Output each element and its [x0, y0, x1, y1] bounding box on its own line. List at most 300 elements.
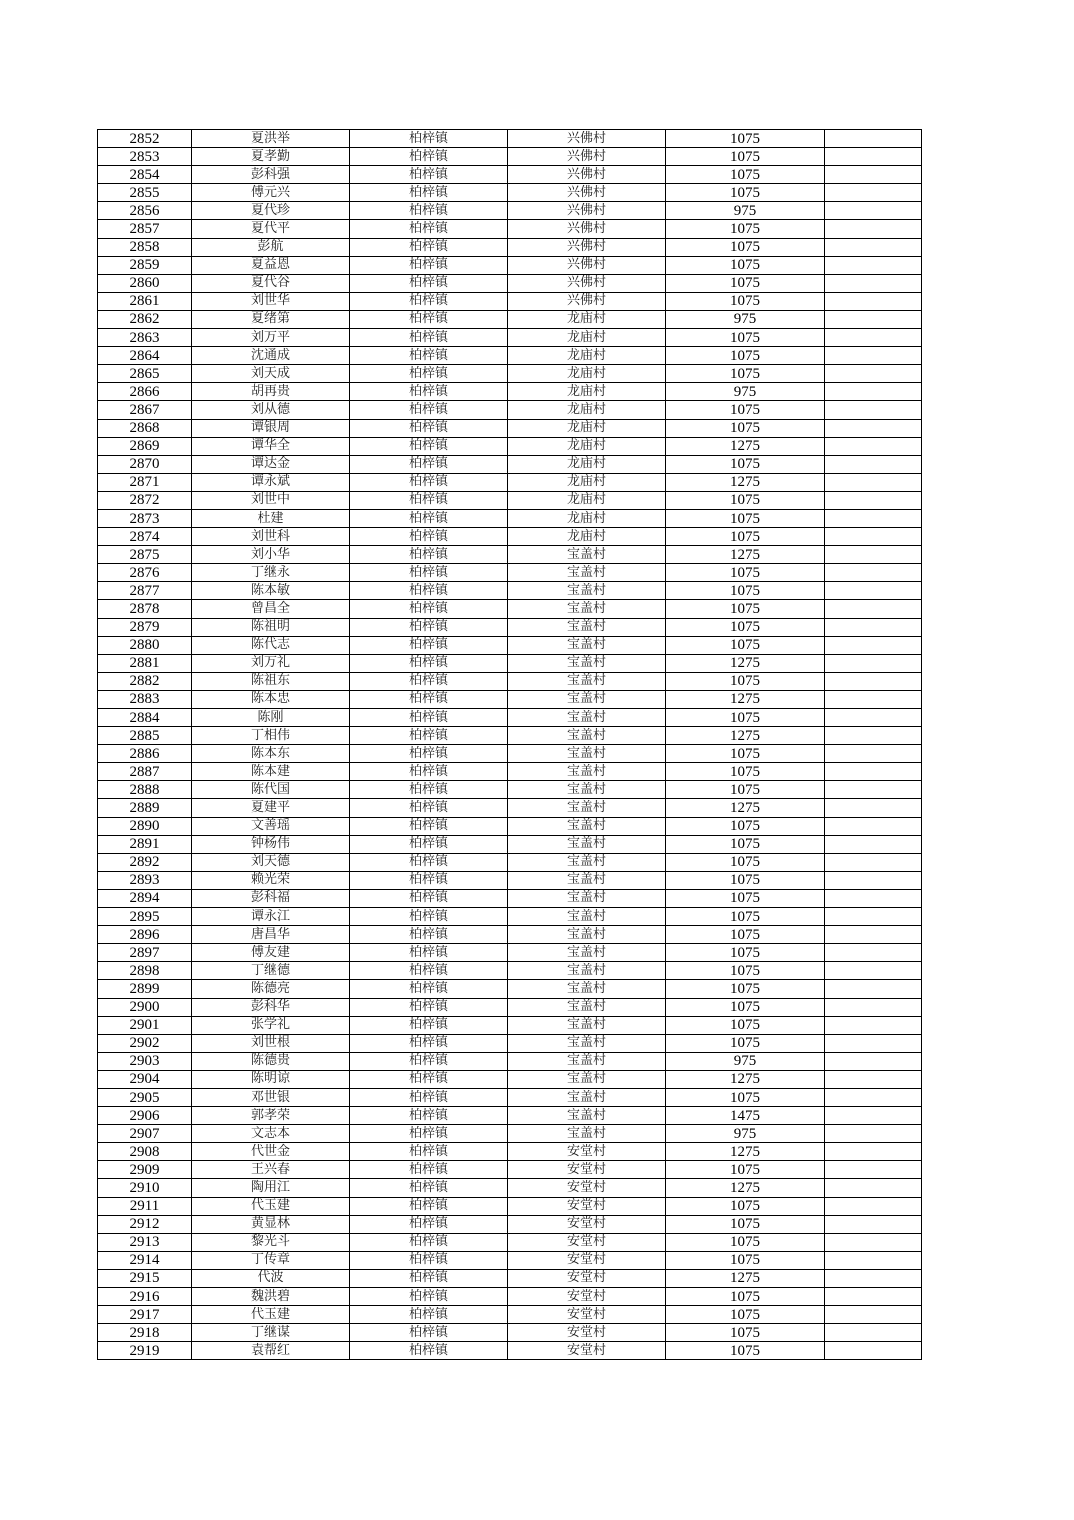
row-number-cell: 2899	[98, 980, 192, 998]
amount-cell: 975	[666, 310, 825, 328]
table-row	[98, 1125, 922, 1143]
table-row	[98, 980, 922, 998]
table-row	[98, 962, 922, 980]
name-cell: 丁继德	[192, 962, 350, 980]
village-cell: 宝盖村	[508, 962, 666, 980]
amount-cell: 1075	[666, 491, 825, 509]
table-body	[98, 130, 922, 1360]
name-cell: 彭科华	[192, 998, 350, 1016]
town-cell: 柏梓镇	[350, 781, 508, 799]
amount-cell: 1475	[666, 1107, 825, 1125]
remark-cell	[825, 1306, 922, 1324]
name-cell: 钟杨伟	[192, 835, 350, 853]
row-number-cell: 2893	[98, 871, 192, 889]
village-cell: 安堂村	[508, 1179, 666, 1197]
row-number-cell: 2912	[98, 1215, 192, 1233]
table-row	[98, 618, 922, 636]
town-cell: 柏梓镇	[350, 292, 508, 310]
village-cell: 宝盖村	[508, 980, 666, 998]
town-cell: 柏梓镇	[350, 1070, 508, 1088]
amount-cell: 1075	[666, 220, 825, 238]
village-cell: 龙庙村	[508, 383, 666, 401]
village-cell: 宝盖村	[508, 1034, 666, 1052]
amount-cell: 1075	[666, 871, 825, 889]
name-cell: 王兴春	[192, 1161, 350, 1179]
town-cell: 柏梓镇	[350, 202, 508, 220]
village-cell: 兴佛村	[508, 130, 666, 148]
table-row	[98, 853, 922, 871]
table-row	[98, 1288, 922, 1306]
row-number-cell: 2879	[98, 618, 192, 636]
row-number-cell: 2881	[98, 654, 192, 672]
amount-cell: 1275	[666, 727, 825, 745]
amount-cell: 975	[666, 1125, 825, 1143]
table-row	[98, 383, 922, 401]
table-row	[98, 600, 922, 618]
village-cell: 宝盖村	[508, 926, 666, 944]
remark-cell	[825, 709, 922, 727]
village-cell: 宝盖村	[508, 618, 666, 636]
row-number-cell: 2870	[98, 455, 192, 473]
remark-cell	[825, 509, 922, 527]
name-cell: 谭银周	[192, 419, 350, 437]
remark-cell	[825, 401, 922, 419]
table-row	[98, 1143, 922, 1161]
row-number-cell: 2907	[98, 1125, 192, 1143]
amount-cell: 1075	[666, 926, 825, 944]
table-row	[98, 582, 922, 600]
village-cell: 宝盖村	[508, 564, 666, 582]
town-cell: 柏梓镇	[350, 745, 508, 763]
name-cell: 刘世根	[192, 1034, 350, 1052]
remark-cell	[825, 1143, 922, 1161]
table-row	[98, 690, 922, 708]
remark-cell	[825, 256, 922, 274]
village-cell: 龙庙村	[508, 347, 666, 365]
village-cell: 宝盖村	[508, 727, 666, 745]
table-row	[98, 148, 922, 166]
town-cell: 柏梓镇	[350, 310, 508, 328]
village-cell: 宝盖村	[508, 944, 666, 962]
name-cell: 陈本建	[192, 763, 350, 781]
amount-cell: 1075	[666, 401, 825, 419]
remark-cell	[825, 1125, 922, 1143]
remark-cell	[825, 926, 922, 944]
town-cell: 柏梓镇	[350, 130, 508, 148]
name-cell: 曾昌全	[192, 600, 350, 618]
row-number-cell: 2914	[98, 1251, 192, 1269]
remark-cell	[825, 546, 922, 564]
row-number-cell: 2861	[98, 292, 192, 310]
remark-cell	[825, 365, 922, 383]
town-cell: 柏梓镇	[350, 329, 508, 347]
table-row	[98, 1251, 922, 1269]
town-cell: 柏梓镇	[350, 871, 508, 889]
amount-cell: 1275	[666, 1179, 825, 1197]
amount-cell: 1075	[666, 980, 825, 998]
town-cell: 柏梓镇	[350, 365, 508, 383]
row-number-cell: 2874	[98, 528, 192, 546]
town-cell: 柏梓镇	[350, 962, 508, 980]
town-cell: 柏梓镇	[350, 636, 508, 654]
village-cell: 宝盖村	[508, 1016, 666, 1034]
name-cell: 傅元兴	[192, 184, 350, 202]
village-cell: 宝盖村	[508, 672, 666, 690]
town-cell: 柏梓镇	[350, 528, 508, 546]
name-cell: 沈通成	[192, 347, 350, 365]
amount-cell: 1075	[666, 709, 825, 727]
town-cell: 柏梓镇	[350, 1052, 508, 1070]
town-cell: 柏梓镇	[350, 1088, 508, 1106]
row-number-cell: 2878	[98, 600, 192, 618]
village-cell: 龙庙村	[508, 528, 666, 546]
town-cell: 柏梓镇	[350, 1215, 508, 1233]
name-cell: 陈代志	[192, 636, 350, 654]
table-row	[98, 347, 922, 365]
row-number-cell: 2873	[98, 509, 192, 527]
remark-cell	[825, 166, 922, 184]
town-cell: 柏梓镇	[350, 220, 508, 238]
remark-cell	[825, 528, 922, 546]
name-cell: 彭科强	[192, 166, 350, 184]
name-cell: 谭达金	[192, 455, 350, 473]
remark-cell	[825, 908, 922, 926]
remark-cell	[825, 582, 922, 600]
amount-cell: 1075	[666, 835, 825, 853]
amount-cell: 1075	[666, 1342, 825, 1360]
remark-cell	[825, 491, 922, 509]
name-cell: 刘世中	[192, 491, 350, 509]
town-cell: 柏梓镇	[350, 274, 508, 292]
village-cell: 龙庙村	[508, 329, 666, 347]
village-cell: 宝盖村	[508, 546, 666, 564]
town-cell: 柏梓镇	[350, 1342, 508, 1360]
town-cell: 柏梓镇	[350, 908, 508, 926]
town-cell: 柏梓镇	[350, 799, 508, 817]
amount-cell: 1075	[666, 998, 825, 1016]
row-number-cell: 2858	[98, 238, 192, 256]
amount-cell: 1075	[666, 166, 825, 184]
village-cell: 宝盖村	[508, 709, 666, 727]
table-row	[98, 419, 922, 437]
amount-cell: 1275	[666, 437, 825, 455]
table-row	[98, 926, 922, 944]
name-cell: 夏洪举	[192, 130, 350, 148]
remark-cell	[825, 1179, 922, 1197]
town-cell: 柏梓镇	[350, 998, 508, 1016]
town-cell: 柏梓镇	[350, 817, 508, 835]
row-number-cell: 2898	[98, 962, 192, 980]
remark-cell	[825, 1016, 922, 1034]
remark-cell	[825, 455, 922, 473]
name-cell: 刘世科	[192, 528, 350, 546]
village-cell: 兴佛村	[508, 202, 666, 220]
remark-cell	[825, 1269, 922, 1287]
name-cell: 陈本东	[192, 745, 350, 763]
row-number-cell: 2905	[98, 1088, 192, 1106]
remark-cell	[825, 889, 922, 907]
village-cell: 宝盖村	[508, 1052, 666, 1070]
village-cell: 宝盖村	[508, 908, 666, 926]
remark-cell	[825, 1070, 922, 1088]
town-cell: 柏梓镇	[350, 582, 508, 600]
remark-cell	[825, 1107, 922, 1125]
name-cell: 夏代平	[192, 220, 350, 238]
table-row	[98, 1197, 922, 1215]
remark-cell	[825, 727, 922, 745]
town-cell: 柏梓镇	[350, 944, 508, 962]
town-cell: 柏梓镇	[350, 1143, 508, 1161]
town-cell: 柏梓镇	[350, 889, 508, 907]
village-cell: 宝盖村	[508, 1107, 666, 1125]
row-number-cell: 2866	[98, 383, 192, 401]
name-cell: 张学礼	[192, 1016, 350, 1034]
name-cell: 陶用江	[192, 1179, 350, 1197]
table-row	[98, 672, 922, 690]
row-number-cell: 2883	[98, 690, 192, 708]
amount-cell: 1275	[666, 473, 825, 491]
name-cell: 彭航	[192, 238, 350, 256]
remark-cell	[825, 962, 922, 980]
village-cell: 宝盖村	[508, 835, 666, 853]
name-cell: 陈德亮	[192, 980, 350, 998]
village-cell: 宝盖村	[508, 636, 666, 654]
amount-cell: 1075	[666, 618, 825, 636]
table-row	[98, 1179, 922, 1197]
remark-cell	[825, 763, 922, 781]
table-row	[98, 817, 922, 835]
amount-cell: 1075	[666, 419, 825, 437]
name-cell: 夏代珍	[192, 202, 350, 220]
row-number-cell: 2896	[98, 926, 192, 944]
name-cell: 胡再贵	[192, 383, 350, 401]
town-cell: 柏梓镇	[350, 238, 508, 256]
table-row	[98, 654, 922, 672]
row-number-cell: 2854	[98, 166, 192, 184]
remark-cell	[825, 636, 922, 654]
amount-cell: 1075	[666, 889, 825, 907]
table-row	[98, 1052, 922, 1070]
town-cell: 柏梓镇	[350, 1125, 508, 1143]
amount-cell: 975	[666, 1052, 825, 1070]
remark-cell	[825, 238, 922, 256]
town-cell: 柏梓镇	[350, 401, 508, 419]
remark-cell	[825, 292, 922, 310]
remark-cell	[825, 130, 922, 148]
remark-cell	[825, 383, 922, 401]
row-number-cell: 2868	[98, 419, 192, 437]
row-number-cell: 2887	[98, 763, 192, 781]
amount-cell: 1275	[666, 690, 825, 708]
table-row	[98, 166, 922, 184]
village-cell: 宝盖村	[508, 781, 666, 799]
amount-cell: 1075	[666, 944, 825, 962]
row-number-cell: 2903	[98, 1052, 192, 1070]
row-number-cell: 2895	[98, 908, 192, 926]
village-cell: 宝盖村	[508, 799, 666, 817]
name-cell: 刘世华	[192, 292, 350, 310]
town-cell: 柏梓镇	[350, 672, 508, 690]
amount-cell: 1275	[666, 546, 825, 564]
town-cell: 柏梓镇	[350, 763, 508, 781]
village-cell: 安堂村	[508, 1215, 666, 1233]
table-row	[98, 1088, 922, 1106]
remark-cell	[825, 690, 922, 708]
village-cell: 安堂村	[508, 1161, 666, 1179]
table-row	[98, 184, 922, 202]
name-cell: 文志本	[192, 1125, 350, 1143]
remark-cell	[825, 871, 922, 889]
remark-cell	[825, 745, 922, 763]
amount-cell: 1075	[666, 1197, 825, 1215]
table-row	[98, 130, 922, 148]
table-row	[98, 1269, 922, 1287]
town-cell: 柏梓镇	[350, 1288, 508, 1306]
row-number-cell: 2901	[98, 1016, 192, 1034]
amount-cell: 1075	[666, 184, 825, 202]
remark-cell	[825, 980, 922, 998]
name-cell: 代玉建	[192, 1306, 350, 1324]
row-number-cell: 2900	[98, 998, 192, 1016]
remark-cell	[825, 1215, 922, 1233]
row-number-cell: 2872	[98, 491, 192, 509]
town-cell: 柏梓镇	[350, 1161, 508, 1179]
row-number-cell: 2853	[98, 148, 192, 166]
row-number-cell: 2869	[98, 437, 192, 455]
table-row	[98, 1016, 922, 1034]
amount-cell: 1075	[666, 509, 825, 527]
town-cell: 柏梓镇	[350, 835, 508, 853]
row-number-cell: 2876	[98, 564, 192, 582]
amount-cell: 1075	[666, 292, 825, 310]
town-cell: 柏梓镇	[350, 980, 508, 998]
town-cell: 柏梓镇	[350, 654, 508, 672]
row-number-cell: 2919	[98, 1342, 192, 1360]
town-cell: 柏梓镇	[350, 1034, 508, 1052]
table-row	[98, 473, 922, 491]
table-row	[98, 1161, 922, 1179]
row-number-cell: 2911	[98, 1197, 192, 1215]
village-cell: 安堂村	[508, 1306, 666, 1324]
amount-cell: 1075	[666, 582, 825, 600]
name-cell: 陈刚	[192, 709, 350, 727]
table-row	[98, 998, 922, 1016]
amount-cell: 1075	[666, 455, 825, 473]
town-cell: 柏梓镇	[350, 1269, 508, 1287]
amount-cell: 1075	[666, 238, 825, 256]
remark-cell	[825, 1251, 922, 1269]
table-row	[98, 437, 922, 455]
village-cell: 宝盖村	[508, 1125, 666, 1143]
remark-cell	[825, 1052, 922, 1070]
town-cell: 柏梓镇	[350, 1306, 508, 1324]
amount-cell: 1075	[666, 329, 825, 347]
table-row	[98, 274, 922, 292]
table-row	[98, 202, 922, 220]
row-number-cell: 2918	[98, 1324, 192, 1342]
table-row	[98, 763, 922, 781]
table-row	[98, 365, 922, 383]
name-cell: 魏洪碧	[192, 1288, 350, 1306]
table-row	[98, 889, 922, 907]
town-cell: 柏梓镇	[350, 600, 508, 618]
village-cell: 安堂村	[508, 1269, 666, 1287]
remark-cell	[825, 781, 922, 799]
row-number-cell: 2902	[98, 1034, 192, 1052]
row-number-cell: 2871	[98, 473, 192, 491]
remark-cell	[825, 618, 922, 636]
row-number-cell: 2890	[98, 817, 192, 835]
name-cell: 陈代国	[192, 781, 350, 799]
name-cell: 傅友建	[192, 944, 350, 962]
row-number-cell: 2886	[98, 745, 192, 763]
remark-cell	[825, 347, 922, 365]
row-number-cell: 2857	[98, 220, 192, 238]
remark-cell	[825, 419, 922, 437]
amount-cell: 1075	[666, 1034, 825, 1052]
table-row	[98, 799, 922, 817]
town-cell: 柏梓镇	[350, 473, 508, 491]
name-cell: 刘万礼	[192, 654, 350, 672]
table-row	[98, 491, 922, 509]
remark-cell	[825, 1342, 922, 1360]
amount-cell: 1075	[666, 636, 825, 654]
table-row	[98, 329, 922, 347]
remark-cell	[825, 1088, 922, 1106]
remark-cell	[825, 202, 922, 220]
row-number-cell: 2863	[98, 329, 192, 347]
name-cell: 陈祖东	[192, 672, 350, 690]
village-cell: 安堂村	[508, 1342, 666, 1360]
village-cell: 兴佛村	[508, 274, 666, 292]
town-cell: 柏梓镇	[350, 1197, 508, 1215]
village-cell: 宝盖村	[508, 654, 666, 672]
name-cell: 夏孝勤	[192, 148, 350, 166]
name-cell: 黄显林	[192, 1215, 350, 1233]
name-cell: 夏建平	[192, 799, 350, 817]
village-cell: 宝盖村	[508, 763, 666, 781]
amount-cell: 1075	[666, 962, 825, 980]
row-number-cell: 2894	[98, 889, 192, 907]
name-cell: 刘天德	[192, 853, 350, 871]
row-number-cell: 2889	[98, 799, 192, 817]
town-cell: 柏梓镇	[350, 1251, 508, 1269]
name-cell: 谭永斌	[192, 473, 350, 491]
row-number-cell: 2885	[98, 727, 192, 745]
remark-cell	[825, 564, 922, 582]
name-cell: 丁继谋	[192, 1324, 350, 1342]
name-cell: 陈祖明	[192, 618, 350, 636]
table-row	[98, 310, 922, 328]
village-cell: 宝盖村	[508, 600, 666, 618]
remark-cell	[825, 310, 922, 328]
town-cell: 柏梓镇	[350, 256, 508, 274]
table-row	[98, 292, 922, 310]
amount-cell: 1275	[666, 1269, 825, 1287]
table-row	[98, 835, 922, 853]
row-number-cell: 2892	[98, 853, 192, 871]
name-cell: 赖光荣	[192, 871, 350, 889]
table-row	[98, 1324, 922, 1342]
amount-cell: 1075	[666, 1251, 825, 1269]
village-cell: 宝盖村	[508, 871, 666, 889]
town-cell: 柏梓镇	[350, 419, 508, 437]
remark-cell	[825, 1233, 922, 1251]
amount-cell: 975	[666, 202, 825, 220]
row-number-cell: 2916	[98, 1288, 192, 1306]
row-number-cell: 2875	[98, 546, 192, 564]
town-cell: 柏梓镇	[350, 709, 508, 727]
